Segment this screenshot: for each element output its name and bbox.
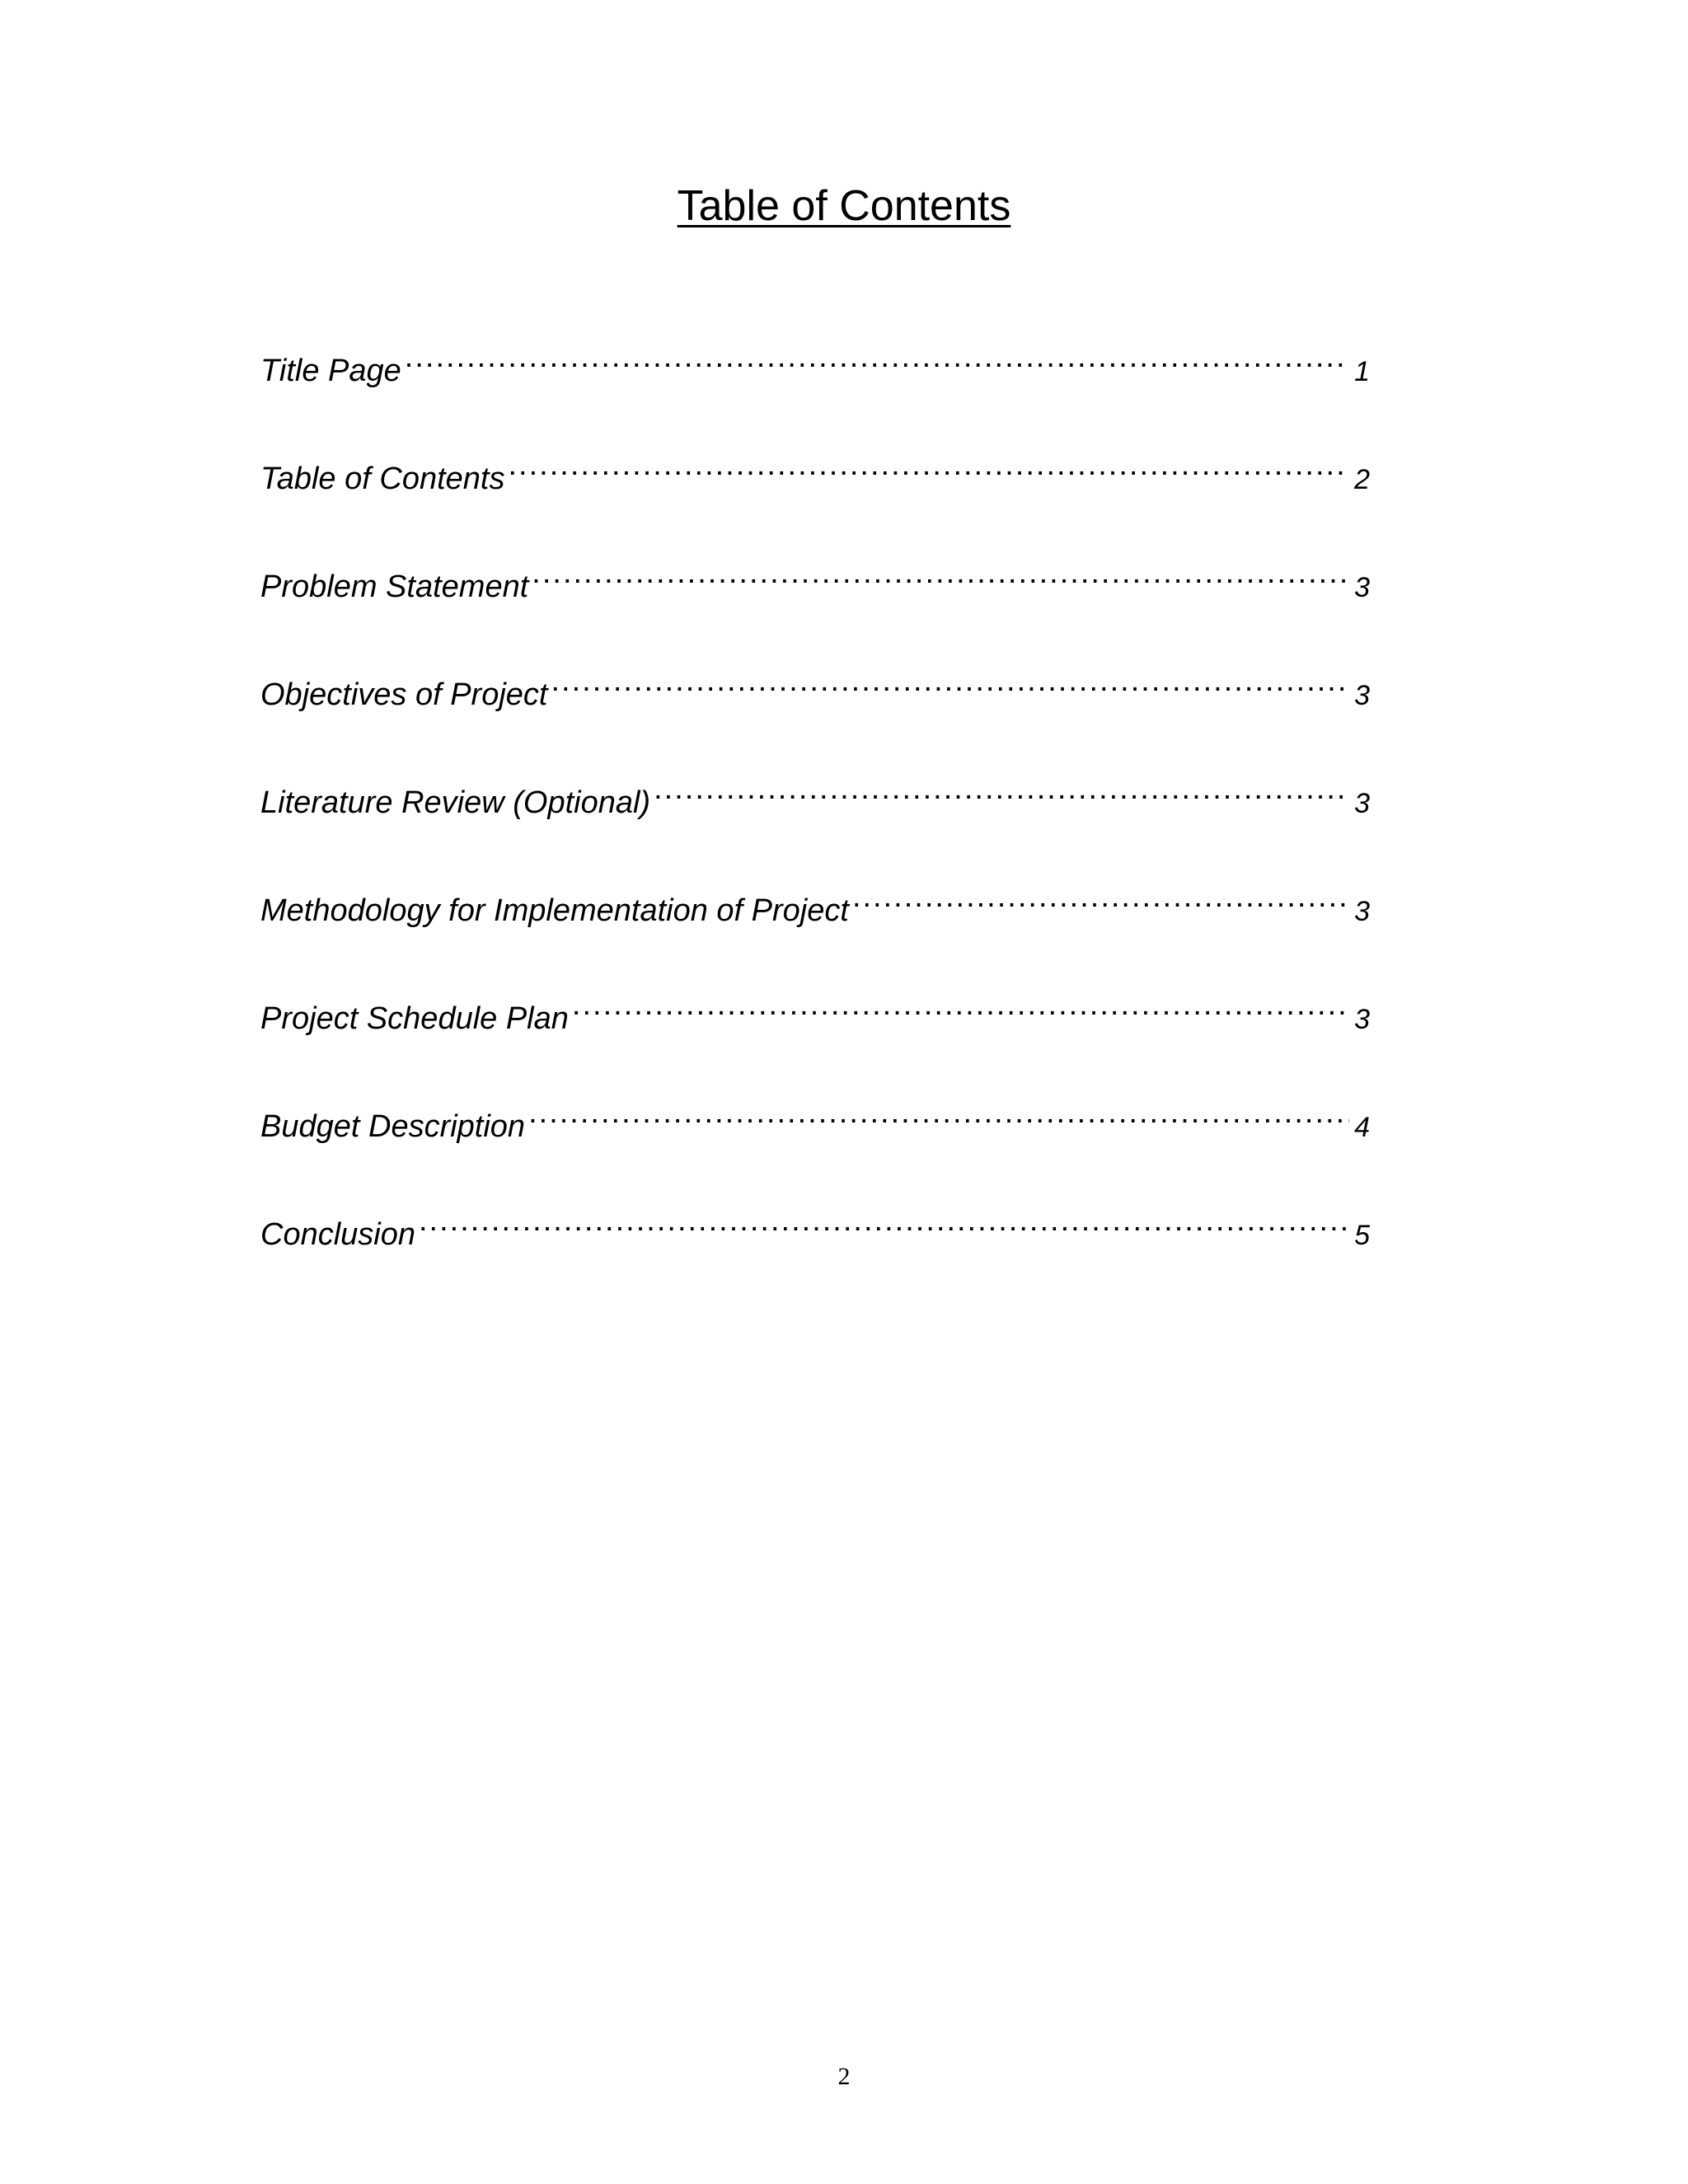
- toc-entry-label: Methodology for Implementation of Project: [260, 893, 849, 928]
- toc-entry-methodology: [260, 873, 1370, 981]
- toc-dot-leader: [551, 657, 1349, 705]
- toc-dot-leader: [508, 441, 1349, 489]
- toc-dot-leader: [528, 1089, 1349, 1137]
- page-title-text: Table of Contents: [677, 182, 1011, 230]
- toc-entry-objectives: [260, 657, 1370, 765]
- toc-entry-project-schedule-plan: [260, 981, 1370, 1089]
- toc-dot-leader: [654, 765, 1349, 813]
- toc-entry-conclusion: [260, 1197, 1370, 1305]
- toc-entry-budget-description: [260, 1089, 1370, 1197]
- toc-entry-label: Problem Statement: [260, 569, 529, 604]
- toc-entry-label: Table of Contents: [260, 462, 505, 496]
- toc-entry-label: Conclusion: [260, 1217, 415, 1252]
- toc-entry-page: 3: [1354, 788, 1370, 819]
- toc-entry-label: Title Page: [260, 354, 401, 388]
- toc-entry-page: 3: [1354, 896, 1370, 927]
- page-number: 2: [837, 2063, 851, 2090]
- toc-entry-table-of-contents: [260, 441, 1370, 549]
- page-title: [0, 180, 1688, 232]
- toc-entry-page: 3: [1354, 572, 1370, 603]
- toc-entry-page: 3: [1354, 1004, 1370, 1035]
- toc-entry-label: Literature Review (Optional): [260, 785, 651, 820]
- toc-entry-label: Project Schedule Plan: [260, 1001, 569, 1036]
- toc-entry-label: Objectives of Project: [260, 677, 548, 712]
- toc-entry-label: Budget Description: [260, 1109, 526, 1144]
- toc-entry-literature-review: [260, 765, 1370, 873]
- toc-dot-leader: [405, 333, 1349, 381]
- toc-dot-leader: [852, 873, 1349, 921]
- toc-dot-leader: [419, 1197, 1349, 1244]
- toc-list: [260, 333, 1370, 1305]
- toc-entry-title-page: [260, 333, 1370, 441]
- toc-dot-leader: [572, 981, 1349, 1029]
- toc-entry-page: 3: [1354, 680, 1370, 711]
- toc-entry-page: 5: [1354, 1220, 1370, 1251]
- toc-entry-page: 2: [1354, 464, 1370, 495]
- toc-dot-leader: [532, 549, 1349, 597]
- toc-entry-problem-statement: [260, 549, 1370, 657]
- toc-entry-page: 1: [1354, 356, 1370, 387]
- toc-entry-page: 4: [1354, 1112, 1370, 1143]
